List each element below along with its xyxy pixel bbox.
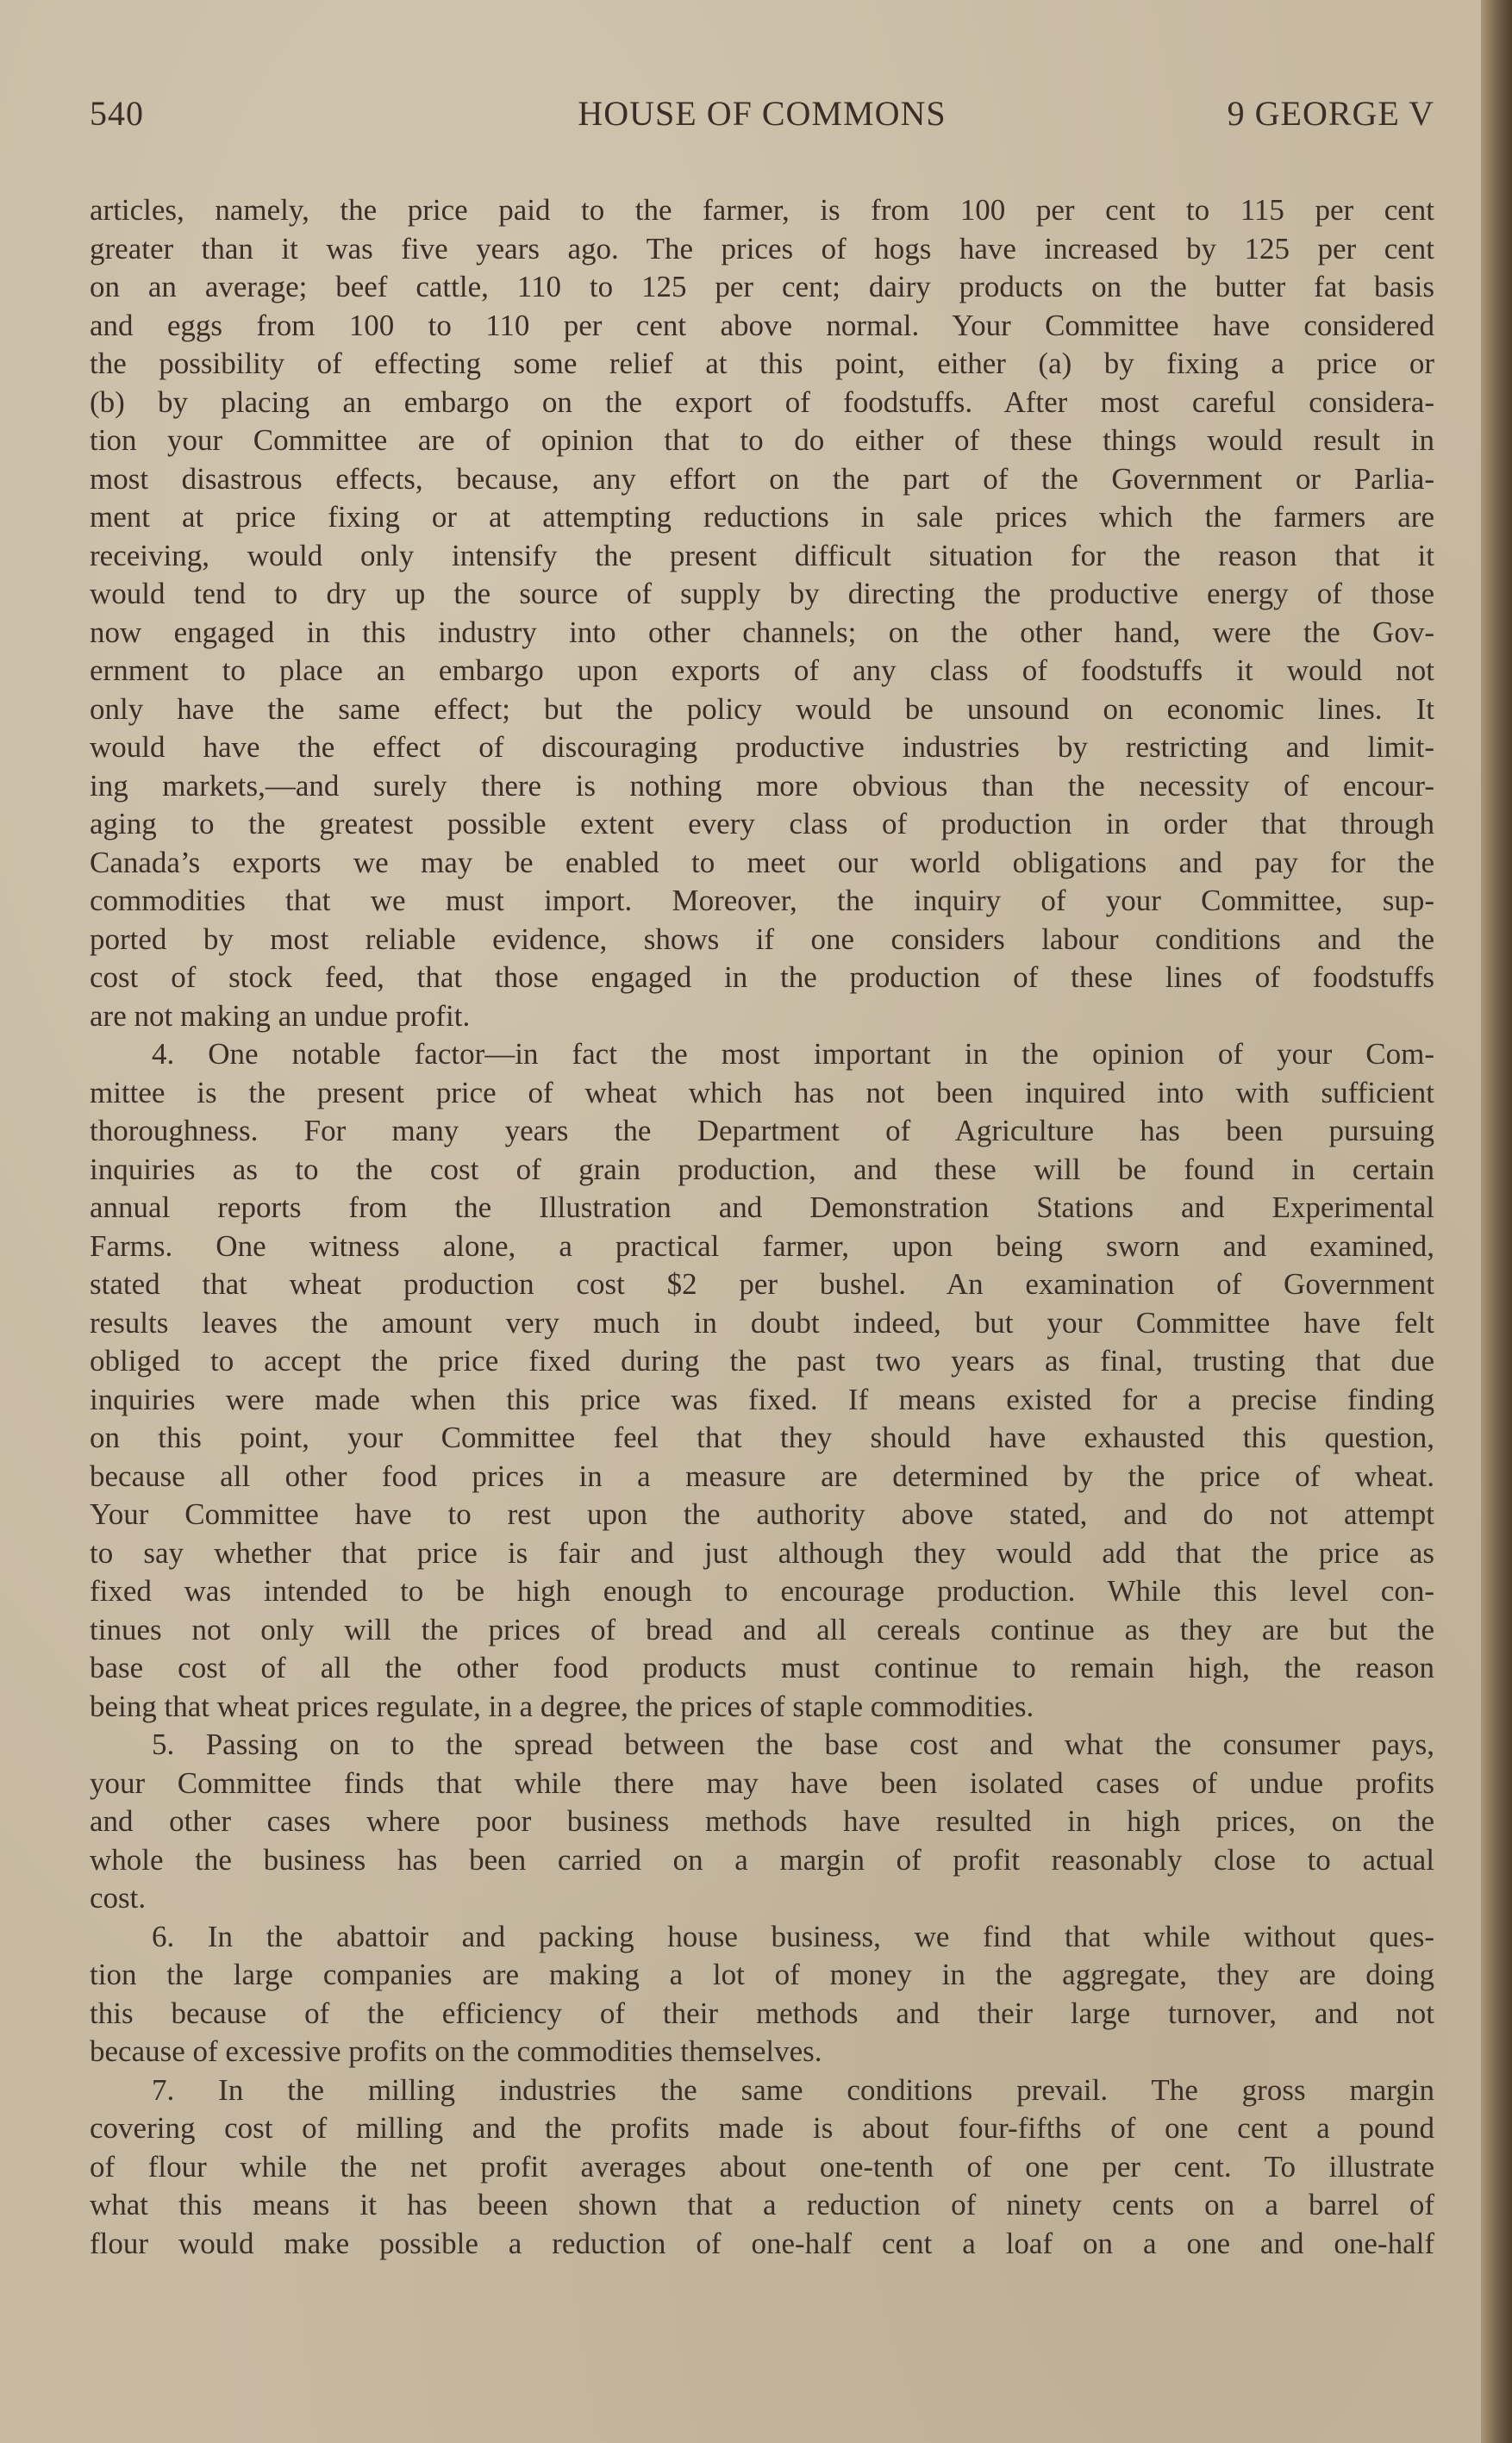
session-label: 9 GEORGE V — [1227, 94, 1434, 133]
text-line: and eggs from 100 to 110 per cent above normal. Your Committee have considered — [90, 308, 1434, 342]
text-line: your Committee finds that while there may have been isolated cases of undue profits — [90, 1765, 1434, 1800]
text-line: only have the same effect; but the policy would be unsound on economic lines. It — [90, 691, 1434, 726]
text-line: of flour while the net profit averages about one-tenth of one per cent. To illustrate — [90, 2149, 1434, 2184]
text-line: covering cost of milling and the profits made is about four-fifths of one cent a pound — [90, 2111, 1434, 2145]
text-line: whole the business has been carried on a margin of profit reasonably close to actual — [90, 1842, 1434, 1877]
text-line: would tend to dry up the source of supply by directing the productive energy of those — [90, 577, 1434, 610]
text-line: inquiries as to the cost of grain production, and these will be found in certain — [90, 1152, 1434, 1186]
text-line: flour would make possible a reduction of one-half cent a loaf on a one and one-half — [90, 2226, 1434, 2260]
text-line: fixed was intended to be high enough to encourage production. While this level con- — [90, 1574, 1434, 1608]
text-line: cost of stock feed, that those engaged in the production of these lines of foodstuffs — [90, 960, 1434, 994]
page-header — [90, 93, 1434, 136]
text-line: stated that wheat production cost $2 per bushel. An examination of Government — [90, 1267, 1434, 1301]
text-line: being that wheat prices regulate, in a degree, the prices of staple commodities. — [90, 1689, 1034, 1723]
text-line: on an average; beef cattle, 110 to 125 per cent; dairy products on the butter fat basis — [90, 270, 1434, 303]
text-line: this because of the efficiency of their methods and their large turnover, and not — [90, 1996, 1434, 2030]
text-line: Your Committee have to rest upon the authority above stated, and do not attempt — [90, 1497, 1434, 1531]
text-line: most disastrous effects, because, any effort on the part of the Government or Parlia- — [90, 461, 1434, 496]
text-line: what this means it has beeen shown that a reduction of ninety cents on a barrel of — [90, 2188, 1434, 2221]
text-line: 7. In the milling industries the same conditions prevail. The gross margin — [152, 2072, 1434, 2107]
text-line: Canada’s exports we may be enabled to meet our world obligations and pay for the — [90, 845, 1434, 879]
text-line: ment at price fixing or at attempting reductions in sale prices which the farmers are — [90, 500, 1434, 534]
text-line: aging to the greatest possible extent every class of production in order that through — [90, 807, 1434, 840]
text-line: articles, namely, the price paid to the farmer, is from 100 per cent to 115 per cent — [90, 193, 1434, 227]
text-line: because of excessive profits on the commodities themselves. — [90, 2034, 822, 2068]
text-line: ported by most reliable evidence, shows if one considers labour conditions and the — [90, 922, 1434, 956]
text-line: base cost of all the other food products must continue to remain high, the reason — [90, 1651, 1434, 1684]
text-line: (b) by placing an embargo on the export of foodstuffs. After most careful considera- — [90, 384, 1434, 419]
text-line: ernment to place an embargo upon exports of any class of foodstuffs it would not — [90, 653, 1434, 687]
text-line: obliged to accept the price fixed during the past two years as final, trusting that due — [90, 1344, 1434, 1378]
text-line: are not making an undue profit. — [90, 998, 471, 1033]
text-line: receiving, would only intensify the present difficult situation for the reason that it — [90, 538, 1434, 572]
body-text — [90, 191, 1434, 2263]
text-line: ing markets,—and surely there is nothing more obvious than the necessity of encour- — [90, 768, 1434, 803]
running-title: HOUSE OF COMMONS — [578, 94, 947, 133]
text-line: now engaged in this industry into other channels; on the other hand, were the Gov- — [90, 615, 1434, 649]
text-line: tinues not only will the prices of bread and all cereals continue as they are but the — [90, 1612, 1434, 1646]
page-number: 540 — [90, 94, 144, 133]
text-line: 5. Passing on to the spread between the base cost and what the consumer pays, — [152, 1728, 1434, 1761]
text-line: commodities that we must import. Moreover, the inquiry of your Committee, sup- — [90, 884, 1434, 917]
text-line: on this point, your Committee feel that they should have exhausted this question, — [90, 1421, 1434, 1454]
text-line: to say whether that price is fair and just although they would add that the price as — [90, 1535, 1434, 1570]
text-line: tion the large companies are making a lot of money in the aggregate, they are doing — [90, 1958, 1434, 1991]
text-line: greater than it was five years ago. The prices of hogs have increased by 125 per cent — [90, 231, 1434, 266]
text-line: would have the effect of discouraging productive industries by restricting and limit- — [90, 730, 1434, 764]
text-line: tion your Committee are of opinion that to do either of these things would result in — [90, 423, 1434, 457]
text-line: inquiries were made when this price was fixed. If means existed for a precise finding — [90, 1382, 1434, 1416]
text-line: thoroughness. For many years the Department of Agriculture has been pursuing — [90, 1114, 1434, 1147]
text-line: results leaves the amount very much in doubt indeed, but your Committee have felt — [90, 1305, 1434, 1340]
text-line: and other cases where poor business methods have resulted in high prices, on the — [90, 1804, 1434, 1838]
text-line: 4. One notable factor—in fact the most important in the opinion of your Com- — [152, 1037, 1434, 1071]
text-line: annual reports from the Illustration and Demonstration Stations and Experimental — [90, 1190, 1434, 1224]
text-line: Farms. One witness alone, a practical farmer, upon being sworn and examined, — [90, 1228, 1434, 1263]
text-line: 6. In the abattoir and packing house business, we find that while without ques- — [152, 1919, 1434, 1953]
page-edge-shadow — [1481, 0, 1512, 2443]
text-line: the possibility of effecting some relief at this point, either (a) by fixing a price or — [90, 347, 1434, 380]
text-line: because all other food prices in a measure are determined by the price of wheat. — [90, 1459, 1434, 1493]
text-line: cost. — [90, 1881, 147, 1915]
text-line: mittee is the present price of wheat which has not been inquired into with sufficient — [90, 1075, 1434, 1109]
